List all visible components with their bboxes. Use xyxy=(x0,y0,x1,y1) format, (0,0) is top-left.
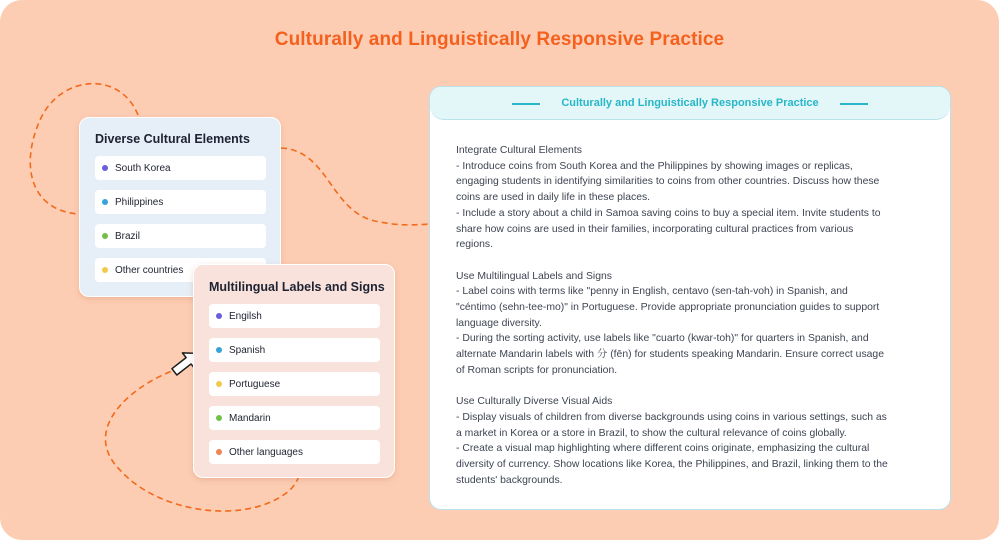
text-line: diversity of currency. Show locations like Korea, the Philippines, and Brazil, linking them to the xyxy=(456,459,888,471)
bullet-dot-icon xyxy=(216,313,222,319)
bullet-dot-icon xyxy=(216,381,222,387)
bullet-dot-icon xyxy=(102,199,108,205)
text-line: - Introduce coins from South Korea and the Philippines by showing images or replicas, xyxy=(456,160,853,172)
text-line: language diversity. xyxy=(456,317,542,329)
text-line: regions. xyxy=(456,239,493,251)
language-item-english xyxy=(209,304,380,328)
text-line: engaging students in identifying similarities to coins from other countries. Discuss how these xyxy=(456,176,880,188)
section-multilingual-labels xyxy=(456,269,936,379)
page-title: Culturally and Linguistically Responsive Practice xyxy=(274,29,725,50)
cultural-item-south-korea xyxy=(95,156,266,180)
text-line: students' backgrounds. xyxy=(456,474,563,486)
text-line: alternate Mandarin labels with 分 (fēn) for students speaking Mandarin. Ensure correct usage xyxy=(456,349,884,361)
cultural-item-label: Other countries xyxy=(115,264,184,276)
cultural-item-label: South Korea xyxy=(115,162,171,174)
cultural-card-heading: Diverse Cultural Elements xyxy=(95,132,250,146)
cultural-item-brazil xyxy=(95,224,266,248)
text-line: share how coins are used in their families, incorporating cultural practices from various xyxy=(456,223,854,235)
bullet-dot-icon xyxy=(216,449,222,455)
practice-details-panel xyxy=(429,86,951,510)
language-item-label: Other languages xyxy=(229,446,303,458)
cultural-item-label: Brazil xyxy=(115,230,141,242)
text-line: - During the sorting activity, use labels like "cuarto (kwar-toh)" for quarters in Spanish, and xyxy=(456,333,869,345)
text-line: - Display visuals of children from diverse backgrounds using coins in various settings, such as xyxy=(456,411,887,423)
section-cultural-elements xyxy=(456,143,936,253)
text-line: - Label coins with terms like "penny in English, centavo (sen-tah-voh) in Spanish, and xyxy=(456,286,848,298)
language-item-other-languages xyxy=(209,440,380,464)
bullet-dot-icon xyxy=(102,233,108,239)
text-line: coins are used in daily life in these places. xyxy=(456,192,651,204)
language-item-spanish xyxy=(209,338,380,362)
text-line: of Roman scripts for pronunciation. xyxy=(456,364,618,376)
text-line: - Create a visual map highlighting where different coins originate, emphasizing the cultural xyxy=(456,443,870,455)
bullet-dot-icon xyxy=(102,267,108,273)
language-item-label: Portuguese xyxy=(229,378,281,390)
language-item-label: Mandarin xyxy=(229,412,271,424)
language-item-portuguese xyxy=(209,372,380,396)
section-visual-aids xyxy=(456,394,936,488)
bullet-dot-icon xyxy=(216,415,222,421)
panel-header xyxy=(430,87,950,120)
multilingual-card-heading: Multilingual Labels and Signs xyxy=(209,280,385,294)
language-item-mandarin xyxy=(209,406,380,430)
language-item-label: Engilsh xyxy=(229,310,262,322)
text-line: "céntimo (sehn-tee-mo)" in Portuguese. Provide appropriate pronunciation guides to support xyxy=(456,302,880,314)
cultural-item-philippines xyxy=(95,190,266,214)
header-rule-right xyxy=(840,103,868,105)
multilingual-labels-card xyxy=(193,264,395,478)
section-heading: Integrate Cultural Elements xyxy=(456,145,582,156)
bullet-dot-icon xyxy=(102,165,108,171)
dashed-curve-middle xyxy=(281,148,430,225)
panel-body xyxy=(456,143,936,504)
cultural-item-label: Philippines xyxy=(115,196,164,208)
text-line: - Include a story about a child in Samoa saving coins to buy a special item. Invite students to xyxy=(456,207,881,219)
language-item-label: Spanish xyxy=(229,344,266,356)
section-heading: Use Multilingual Labels and Signs xyxy=(456,270,612,282)
panel-title: Culturally and Linguistically Responsive Practice xyxy=(561,97,819,109)
text-line: a market in Korea or a store in Brazil, to show the cultural relevance of coins globally. xyxy=(456,427,847,439)
section-heading: Use Culturally Diverse Visual Aids xyxy=(456,396,613,408)
bullet-dot-icon xyxy=(216,347,222,353)
